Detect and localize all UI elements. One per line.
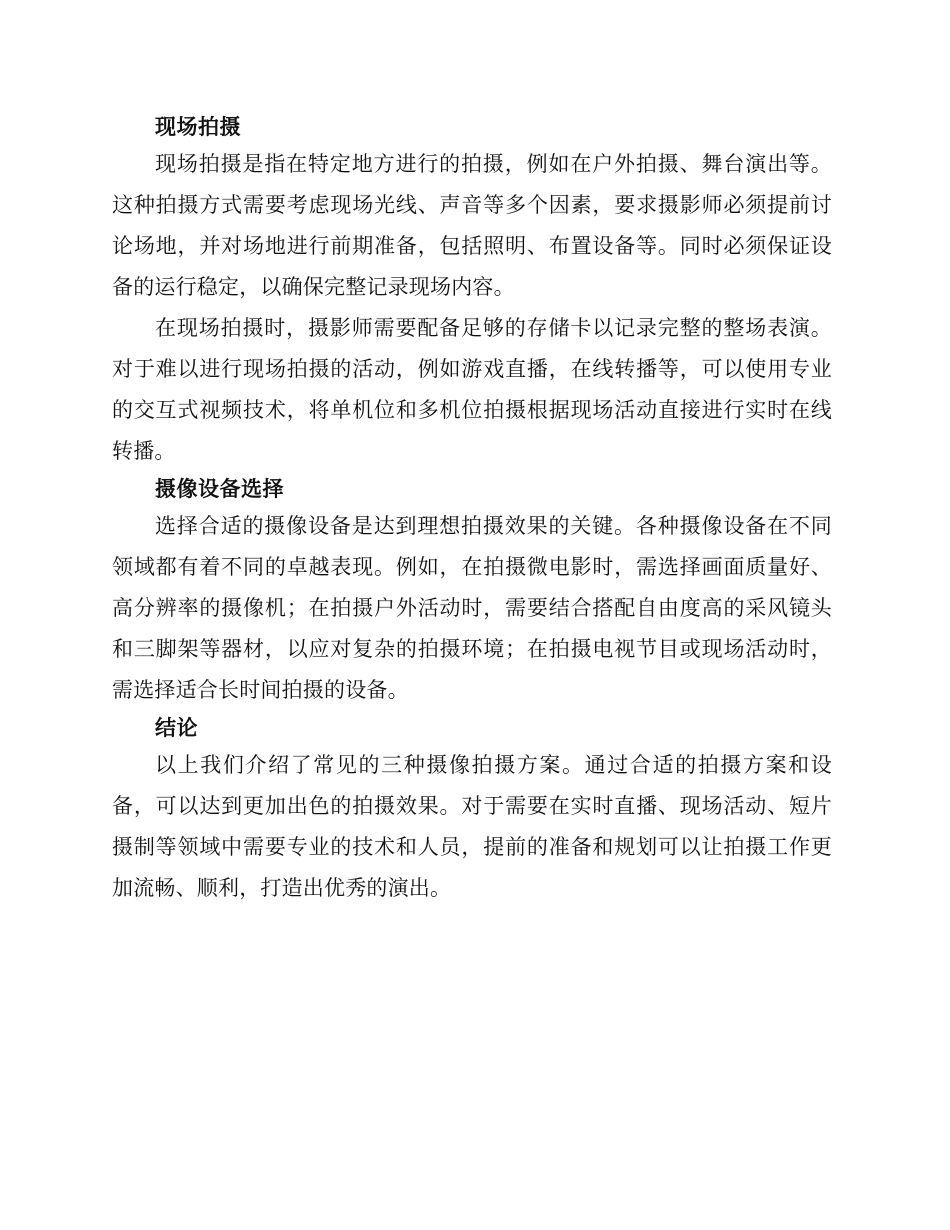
paragraph-onsite-shooting-2: 在现场拍摄时，摄影师需要配备足够的存储卡以记录完整的整场表演。对于难以进行现场拍摄的活动，例如游戏直播，在线转播等，可以使用专业的交互式视频技术，将单机位和多机位拍摄根据现场活动直接进行实时在线转播。 <box>112 316 832 463</box>
section-heading-conclusion: 结论 <box>155 716 198 740</box>
document-body <box>112 110 832 909</box>
paragraph-onsite-shooting-1: 现场拍摄是指在特定地方进行的拍摄，例如在户外拍摄、舞台演出等。这种拍摄方式需要考虑现场光线、声音等多个因素，要求摄影师必须提前讨论场地，并对场地进行前期准备，包括照明、布置设备等。同时必须保证设备的运行稳定，以确保完整记录现场内容。 <box>112 152 832 299</box>
paragraph-equipment-selection-1: 选择合适的摄像设备是达到理想拍摄效果的关键。各种摄像设备在不同领域都有着不同的卓越表现。例如，在拍摄微电影时，需选择画面质量好、高分辨率的摄像机；在拍摄户外活动时，需要结合搭配自由度高的采风镜头和三脚架等器材，以应对复杂的拍摄环境；在拍摄电视节目或现场活动时，需选择适合长时间拍摄的设备。 <box>112 514 832 702</box>
section-heading-equipment-selection: 摄像设备选择 <box>155 477 284 501</box>
paragraph-conclusion-1: 以上我们介绍了常见的三种摄像拍摄方案。通过合适的拍摄方案和设备，可以达到更加出色的拍摄效果。对于需要在实时直播、现场活动、短片摄制等领域中需要专业的技术和人员，提前的准备和规划可以让拍摄工作更加流畅、顺利，打造出优秀的演出。 <box>112 753 832 900</box>
section-heading-onsite-shooting: 现场拍摄 <box>155 115 241 139</box>
